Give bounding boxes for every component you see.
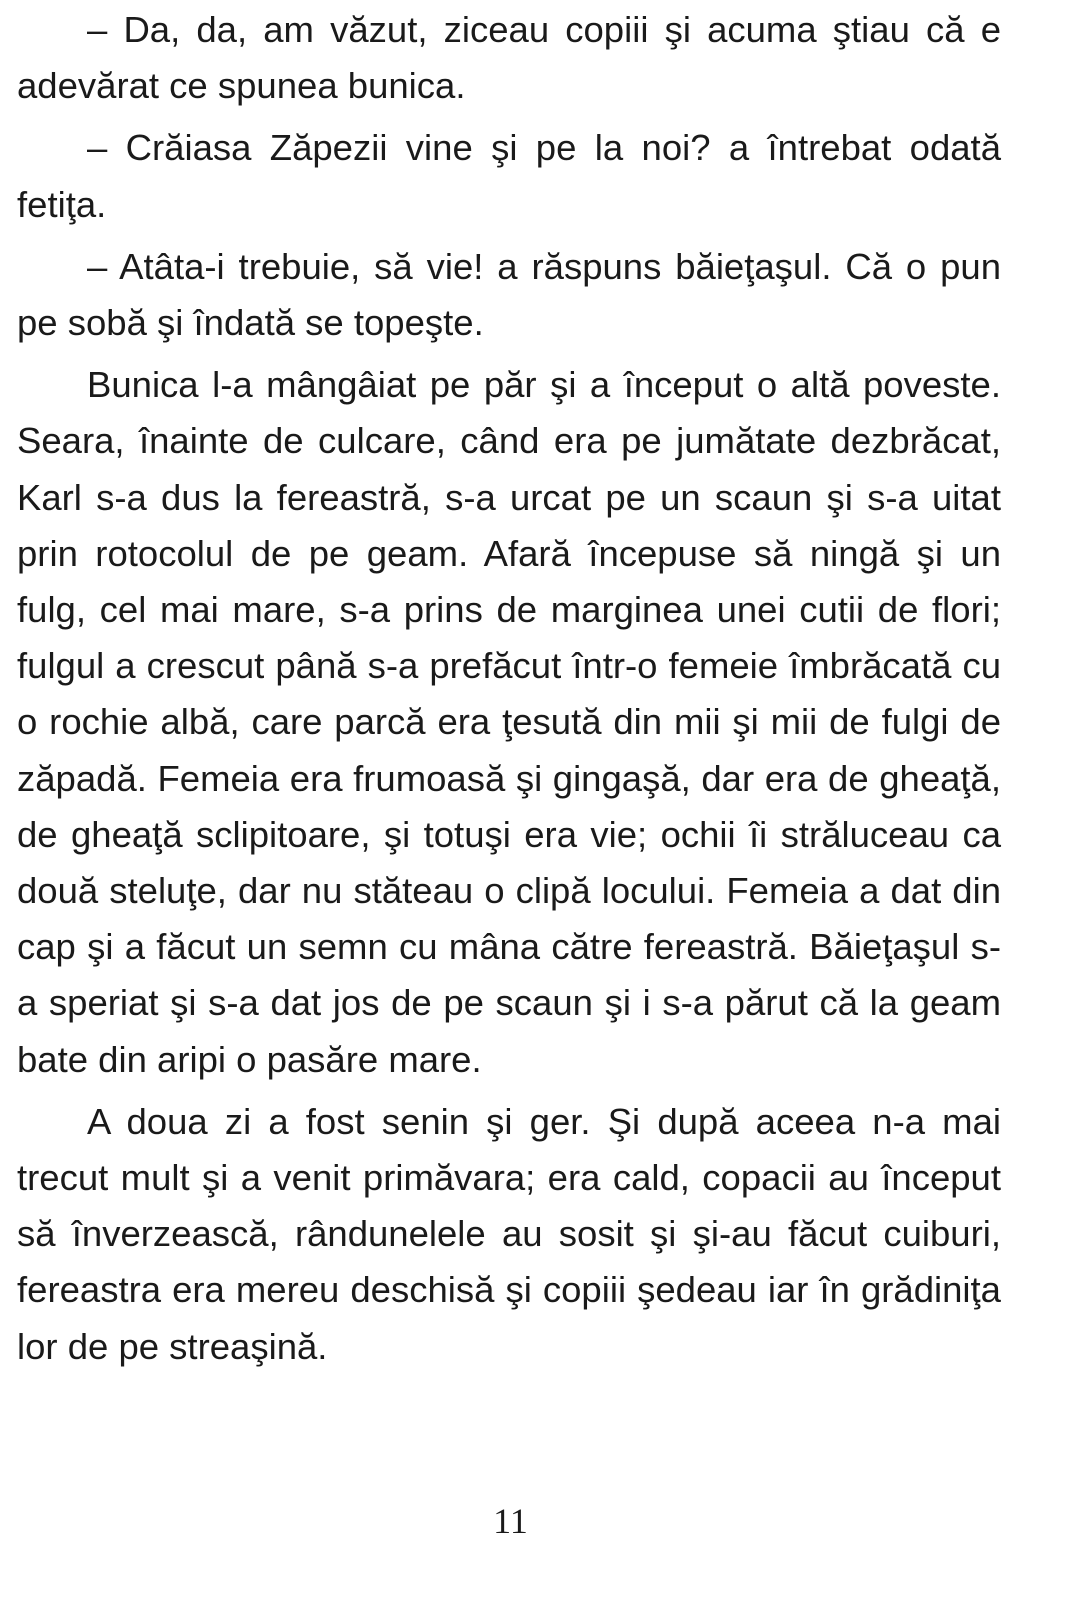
page-number: 11 [493,1501,528,1541]
paragraph-dialogue-2: – Crăiasa Zăpezii vine şi pe la noi? a întrebat odată fetiţa. [17,127,1001,225]
paragraph-dialogue-1: – Da, da, am văzut, ziceau copiii şi acuma ştiau că e adevărat ce spunea bunica. [17,9,1001,107]
body-text [17,2,1001,1381]
paragraph-dialogue-3: – Atâta-i trebuie, să vie! a răspuns băieţaşul. Că o pun pe sobă şi îndată se topeşte. [17,245,1001,344]
paragraph-narrative-1: Bunica l-a mângâiat pe păr şi a început o altă poveste. Seara, înainte de culcare, când era pe jumătate dezbrăcat, Karl s-a dus la fereastră, s-a urcat pe un scaun şi s-a uitat prin rotocolul de pe geam. Afară începuse să ningă şi un fulg, cel mai mare, s-a prins de marginea unei cutii de flori; fulgul a crescut până s-a prefăcut într-o femeie îmbrăcată cu o rochie albă, care parcă era ţesută din mii şi mii de fulgi de zăpadă. Femeia era frumoasă şi gingaşă, dar era de gheaţă, de gheaţă sclipitoare, şi totuşi era vie; ochii îi străluceau ca două steluţe, dar nu stăteau o clipă locului. Femeia a dat din cap şi a făcut un semn cu mâna către fereastră. Băieţaşul s-a speriat şi s-a dat jos de pe scaun şi i s-a părut că la geam bate din aripi o pasăre mare. [17,364,1001,1080]
paragraph-narrative-2: A doua zi a fost senin şi ger. Şi după aceea n-a mai trecut mult şi a venit primăvara; era cald, copacii au început să înverzească, rândunelele au sosit şi şi-au făcut cuiburi, fereastra era mereu deschisă şi copiii şedeau iar în grădiniţa lor de pe streaşină. [17,1100,1001,1367]
